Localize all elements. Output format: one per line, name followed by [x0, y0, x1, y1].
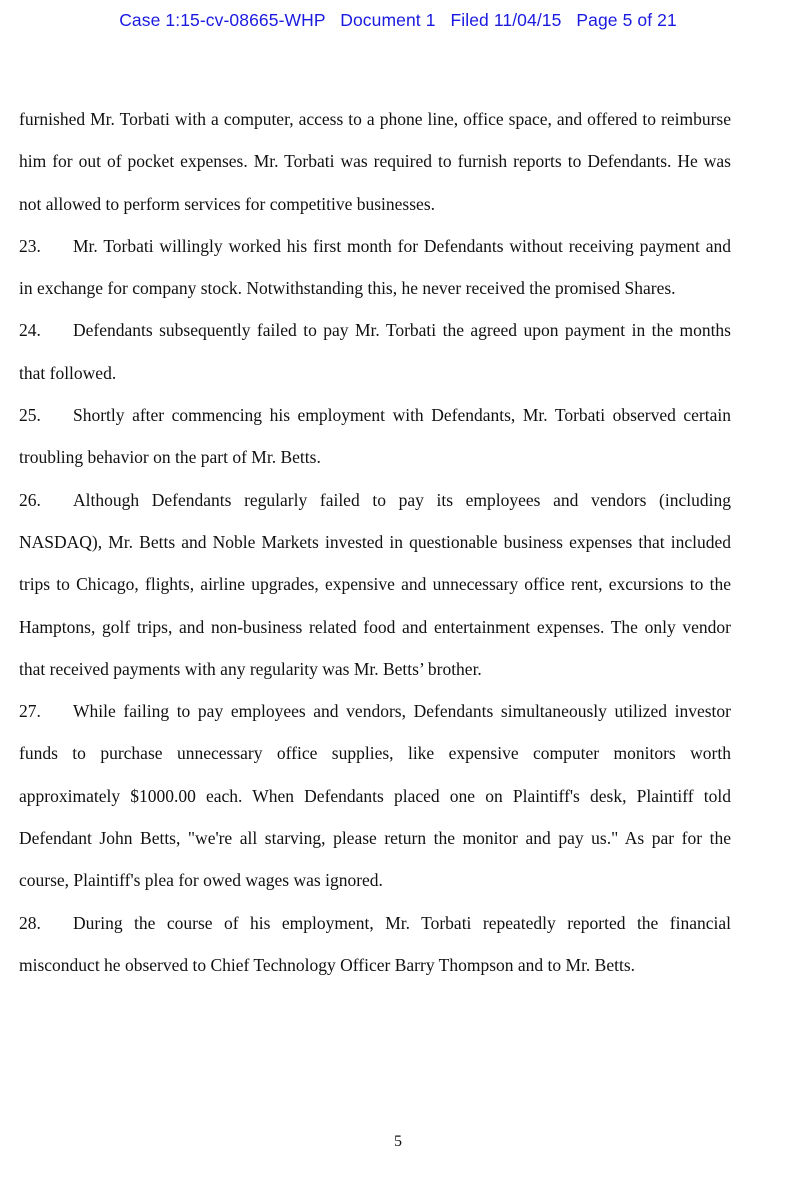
paragraph-28: [19, 902, 731, 987]
paragraph-number: 23.: [19, 235, 41, 256]
paragraph-25: [19, 394, 731, 479]
paragraph-text: Shortly after commencing his employment with Defendants, Mr. Torbati observed certain troubling behavior on the part of Mr. Betts.: [19, 405, 731, 468]
continuation-paragraph: furnished Mr. Torbati with a computer, access to a phone line, office space, and offered to reimburse him for out of pocket expenses. Mr. Torbati was required to furnish reports to Defendants. He was not allowed to perform services for competitive businesses.: [19, 109, 731, 214]
paragraph-27: [19, 690, 731, 901]
paragraph-text: While failing to pay employees and vendors, Defendants simultaneously utilized investor funds to purchase unnecessary office supplies, like expensive computer monitors worth approximately $1000.00 each. When Defendants placed one on Plaintiff's desk, Plaintiff told Defendant John Betts, "we're all starving, please return the monitor and pay us." As par for the course, Plaintiff's plea for owed wages was ignored.: [19, 701, 731, 891]
document-body: [19, 98, 731, 986]
ecf-header-stamp: Case 1:15-cv-08665-WHP Document 1 Filed 11/04/15 Page 5 of 21: [119, 10, 677, 30]
paragraph-text: Defendants subsequently failed to pay Mr. Torbati the agreed upon payment in the months that followed.: [19, 320, 731, 383]
paragraph-number: 27.: [19, 701, 41, 722]
paragraph-number: 28.: [19, 912, 41, 933]
paragraph-23: [19, 225, 731, 310]
paragraph-text: Although Defendants regularly failed to pay its employees and vendors (including NASDAQ), Mr. Betts and Noble Markets invested in questionable business expenses that included trips to Chicago, flights, airline upgrades, expensive and unnecessary office rent, excursions to the Hamptons, golf trips, and non-business related food and entertainment expenses. The only vendor that received payments with any regularity was Mr. Betts’ brother.: [19, 489, 731, 679]
paragraph-number: 25.: [19, 405, 41, 426]
page-number: 5: [394, 1133, 402, 1150]
paragraph-text: Mr. Torbati willingly worked his first month for Defendants without receiving payment and in exchange for company stock. Notwithstanding this, he never received the promised Shares.: [19, 235, 731, 299]
paragraph-text: During the course of his employment, Mr. Torbati repeatedly reported the financial misconduct he observed to Chief Technology Officer Barry Thompson and to Mr. Betts.: [19, 912, 731, 975]
paragraph-24: [19, 309, 731, 394]
paragraph-26: [19, 479, 731, 690]
paragraph-number: 26.: [19, 489, 41, 510]
paragraph-number: 24.: [19, 320, 41, 341]
